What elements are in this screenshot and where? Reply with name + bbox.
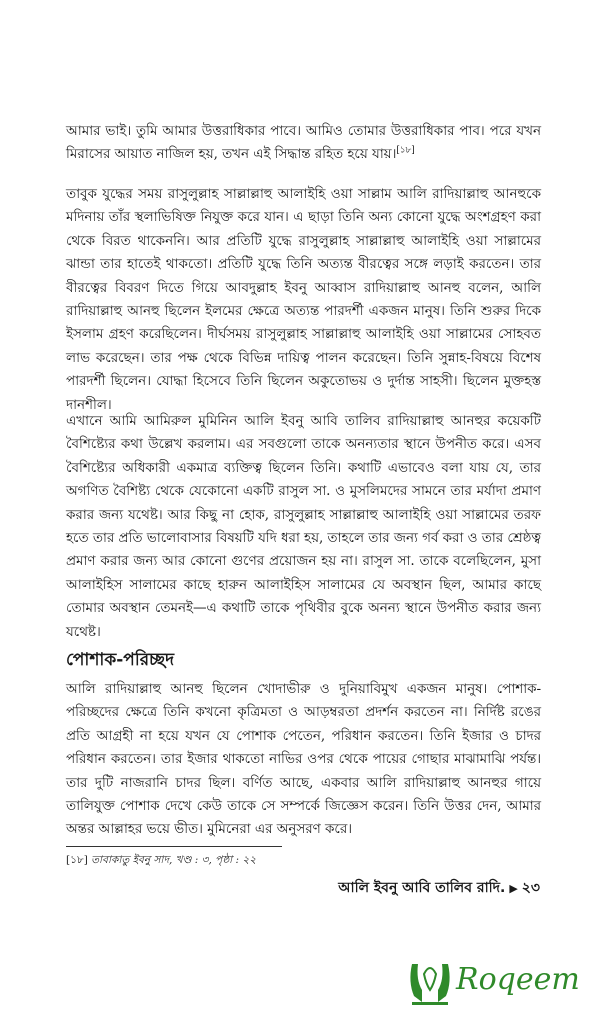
page-number: ২৩ xyxy=(521,880,540,896)
triangle-right-icon: ▶ xyxy=(509,881,518,895)
footnote-reference[interactable]: [১৮] xyxy=(396,145,415,156)
book-title: আলি ইবনু আবি তালিব রাদি. xyxy=(338,880,506,896)
footnote xyxy=(66,853,256,870)
footnote-divider xyxy=(66,846,282,847)
footnote-marker: [১৮] xyxy=(66,854,88,866)
paragraph-1: আমার ভাই। তুমি আমার উত্তরাধিকার পাবে। আমিও তোমার উত্তরাধিকার পাব। পরে যখন মিরাসের আয়াত নাজিল হয়, তখন এই সিদ্ধান্ত রহিত হয়ে যায়।[১৮] xyxy=(66,123,541,163)
publisher-logo xyxy=(404,950,584,1010)
hands-dua-logo-icon xyxy=(404,950,456,1010)
paragraph-2: তাবুক যুদ্ধের সময় রাসুলুল্লাহ সাল্লাল্লাহু আলাইহি ওয়া সাল্লাম আলি রাদিয়াল্লাহু আনহুকে মদিনায় তাঁর স্থলাভিষিক্ত নিযুক্ত করে যান। এ ছাড়া তিনি অন্য কোনো যুদ্ধে অংশগ্রহণ করা থেকে বিরত থাকেননি। আর প্রতিটি যুদ্ধে রাসুলুল্লাহ সাল্লাল্লাহু আলাইহি ওয়া সাল্লামের ঝান্ডা তার হাতেই থাকতো। প্রতিটি যুদ্ধে তিনি অত্যন্ত বীরত্বের সঙ্গে লড়াই করতেন। তার বীরত্বের বিবরণ দিতে গিয়ে আবদুল্লাহ ইবনু আব্বাস রাদিয়াল্লাহু আনহু বলেন, আলি রাদিয়াল্লাহু আনহু ছিলেন ইলমের ক্ষেত্রে অত্যন্ত পারদর্শী একজন মানুষ। তিনি শুরুর দিকে ইসলাম গ্রহণ করেছিলেন। দীর্ঘসময় রাসুলুল্লাহ সাল্লাল্লাহু আলাইহি ওয়া সাল্লামের সোহবত লাভ করেছেন। তার পক্ষ থেকে বিভিন্ন দায়িত্ব পালন করেছেন। তিনি সুন্নাহ-বিষয়ে বিশেষ পারদর্শী ছিলেন। যোদ্ধা হিসেবে তিনি ছিলেন অকুতোভয় ও দুর্দান্ত সাহসী। ছিলেন মুক্তহস্ত দানশীল। xyxy=(66,186,541,413)
running-footer xyxy=(338,876,540,900)
logo-text: Roqeem xyxy=(456,962,580,997)
section-heading: পোশাক-পরিচ্ছদ xyxy=(66,650,175,670)
paragraph-4: আলি রাদিয়াল্লাহু আনহু ছিলেন খোদাভীরু ও দুনিয়াবিমুখ একজন মানুষ। পোশাক-পরিচ্ছদের ক্ষেত্রে তিনি কখনো কৃত্রিমতা ও আড়ম্বরতা প্রদর্শন করতেন না। নির্দিষ্ট রঙের প্রতি আগ্রহী না হয়ে যখন যে পোশাক পেতেন, পরিধান করতেন। তিনি ইজার ও চাদর পরিধান করতেন। তার ইজার থাকতো নাভির ওপর থেকে পায়ের গোছার মাঝামাঝি পর্যন্ত। তার দুটি নাজরানি চাদর ছিল। বর্ণিত আছে, একবার আলি রাদিয়াল্লাহু আনহুর গায়ে তালিযুক্ত পোশাক দেখে কেউ তাকে সে সম্পর্কে জিজ্ঞেস করেন। তিনি উত্তর দেন, আমার অন্তর আল্লাহর ভয়ে ভীত। মুমিনেরা এর অনুসরণ করে। xyxy=(66,681,541,838)
footnote-text: তাবাকাতু ইবনু সাদ, খণ্ড : ৩, পৃষ্ঠা : ২২ xyxy=(91,854,257,866)
paragraph-3: এখানে আমি আমিরুল মুমিনিন আলি ইবনু আবি তালিব রাদিয়াল্লাহু আনহুর কয়েকটি বৈশিষ্ট্যের কথা উল্লেখ করলাম। এর সবগুলো তাকে অনন্যতার স্থানে উপনীত করে। এসব বৈশিষ্ট্যের অধিকারী একমাত্র ব্যক্তিত্ব ছিলেন তিনি। কথাটি এভাবেও বলা যায় যে, তার অগণিত বৈশিষ্ট্য থেকে যেকোনো একটি রাসুল সা. ও মুসলিমদের সামনে তার মর্যাদা প্রমাণ করার জন্য যথেষ্ট। আর কিছু না হোক, রাসুলুল্লাহ সাল্লাল্লাহু আলাইহি ওয়া সাল্লামের তরফ হতে তার প্রতি ভালোবাসার বিষয়টি যদি ধরা হয়, তাহলে তার জন্য গর্ব করা ও তার শ্রেষ্ঠত্ব প্রমাণ করার জন্য আর কোনো গুণের প্রয়োজন হয় না। রাসুল সা. তাকে বলেছিলেন, মুসা আলাইহিস সালামের কাছে হারুন আলাইহিস সালামের যে অবস্থান ছিল, আমার কাছে তোমার অবস্থান তেমনই—এ কথাটি তাকে পৃথিবীর বুকে অনন্য স্থানে উপনীত করার জন্য যথেষ্ট। xyxy=(66,413,541,640)
